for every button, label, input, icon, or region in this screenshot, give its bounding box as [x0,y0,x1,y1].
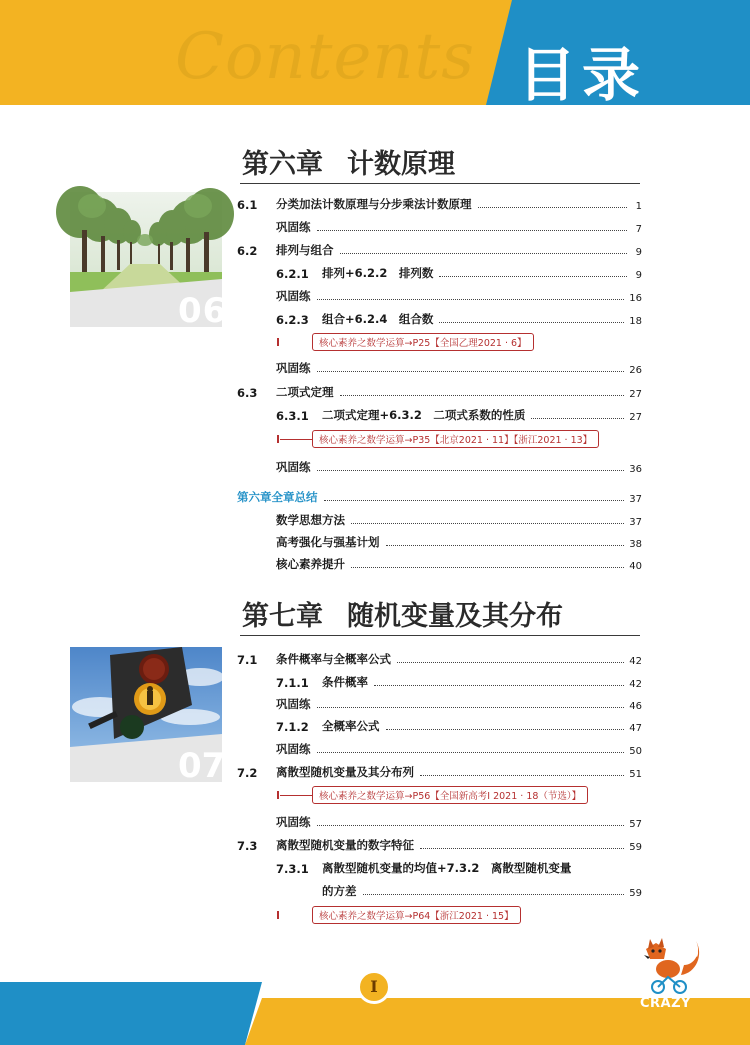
entry-title: 排列与组合 [276,243,334,257]
entry-title: 巩固练 [276,289,311,303]
toc-entry[interactable] [237,856,642,876]
entry-title: 二项式定理 [276,385,334,399]
chapter-6-number: 第六章 [242,149,323,180]
toc-entry[interactable] [237,552,642,572]
leader-dots [439,276,627,277]
chapter-7-heading [242,594,563,633]
entry-title: 核心素养提升 [276,557,345,571]
leader-dots [317,825,625,826]
leader-dots [386,545,625,546]
entry-number: 7.3 [237,839,258,853]
entry-page: 37 [629,517,642,528]
leader-dots [317,230,628,231]
core-literacy-box[interactable]: 核心素养之数学运算→P56【全国新高考Ⅰ 2021 · 18（节选）】 [312,786,588,804]
toc-entry[interactable] [237,403,642,423]
entry-number: 7.1.2 [276,720,309,734]
core-literacy-box[interactable]: 核心素养之数学运算→P64【浙江2021 · 15】 [312,906,521,924]
leader-dots [374,685,624,686]
entry-page: 9 [635,270,642,281]
entry-page: 18 [629,316,642,327]
entry-number: 7.3.1 [276,862,309,876]
chapter-7-rule [240,635,640,636]
leader-dots [531,418,624,419]
chapter-6-title: 计数原理 [347,149,455,180]
leader-dots [386,729,625,730]
entry-page: 57 [629,819,642,830]
core-marker [277,435,279,443]
entry-title: 二项式定理+6.3.2 二项式系数的性质 [322,408,526,422]
entry-title: 离散型随机变量的均值+7.3.2 离散型随机变量 [322,861,572,875]
leader-dots [317,299,625,300]
leader-dots [351,523,624,524]
tree-avenue-picture [70,192,228,331]
toc-entry[interactable] [237,714,642,734]
entry-number: 6.2.3 [276,313,309,327]
entry-page: 59 [629,842,642,853]
toc-entry[interactable] [237,670,642,690]
toc-entry[interactable] [237,508,642,528]
entry-title: 巩固练 [276,220,311,234]
entry-page: 1 [635,201,642,212]
toc-entry[interactable] [237,530,642,550]
entry-number: 6.3.1 [276,409,309,423]
toc-entry[interactable] [237,284,642,304]
leader-dots [478,207,628,208]
leader-dots [420,848,624,849]
entry-page: 37 [629,494,642,505]
toc-entry[interactable] [237,833,642,853]
entry-page: 9 [635,247,642,258]
entry-page: 27 [629,412,642,423]
entry-title: 排列+6.2.2 排列数 [322,266,434,280]
entry-title: 条件概率 [322,675,368,689]
core-marker [277,911,279,919]
entry-page: 36 [629,464,642,475]
core-marker [277,338,279,346]
chapter-6-heading [242,142,455,181]
core-connector [280,795,312,796]
entry-number: 6.2.1 [276,267,309,281]
entry-page: 42 [629,679,642,690]
core-literacy-box[interactable]: 核心素养之数学运算→P25【全国乙理2021 · 6】 [312,333,534,351]
leader-dots [420,775,624,776]
entry-title: 分类加法计数原理与分步乘法计数原理 [276,197,472,211]
toc-entry[interactable] [237,455,642,475]
core-connector [280,439,312,440]
toc-entry[interactable] [237,192,642,212]
entry-page: 47 [629,723,642,734]
leader-dots [340,395,625,396]
toc-entry-summary[interactable] [237,485,642,505]
entry-page: 42 [629,656,642,667]
entry-number: 6.1 [237,198,258,212]
core-marker [277,791,279,799]
chapter-7-badge: 07 [178,746,226,786]
leader-dots [351,567,624,568]
entry-title: 巩固练 [276,697,311,711]
toc-entry[interactable] [237,647,642,667]
entry-number: 6.3 [237,386,258,400]
toc-entry[interactable] [237,356,642,376]
entry-page: 7 [635,224,642,235]
leader-dots [340,253,628,254]
entry-title: 离散型随机变量的数字特征 [276,838,414,852]
toc-entry[interactable] [237,215,642,235]
fox-mascot-icon [636,935,706,995]
entry-title: 条件概率与全概率公式 [276,652,391,666]
traffic-light-picture [70,647,226,786]
page-title: 目录 [518,41,647,109]
chapter-6-image [70,192,228,331]
leader-dots [317,752,625,753]
entry-title: 巩固练 [276,815,311,829]
contents-watermark: Contents [175,20,476,94]
entry-page: 50 [629,746,642,757]
leader-dots [397,662,624,663]
leader-dots [317,470,625,471]
entry-title: 巩固练 [276,742,311,756]
entry-title: 的方差 [322,884,357,898]
toc-entry[interactable] [237,692,642,712]
entry-page: 59 [629,888,642,899]
toc-entry[interactable] [237,307,642,327]
entry-title: 第六章全章总结 [237,490,318,504]
entry-number: 7.2 [237,766,258,780]
entry-page: 26 [629,365,642,376]
toc-entry[interactable] [237,380,642,400]
entry-title: 数学思想方法 [276,513,345,527]
entry-title: 离散型随机变量及其分布列 [276,765,414,779]
entry-title: 组合+6.2.4 组合数 [322,312,434,326]
entry-page: 40 [629,561,642,572]
entry-number: 6.2 [237,244,258,258]
leader-dots [439,322,624,323]
page-number: I [357,970,391,1004]
toc-entry[interactable] [237,879,642,899]
entry-page: 51 [629,769,642,780]
leader-dots [324,500,625,501]
toc-entry[interactable] [237,760,642,780]
leader-dots [363,894,625,895]
leader-dots [317,707,625,708]
toc-entry[interactable] [237,261,642,281]
entry-number: 7.1 [237,653,258,667]
entry-title: 全概率公式 [322,719,380,733]
chapter-7-number: 第七章 [242,601,323,632]
mascot-label: CRAZY [640,996,691,1011]
core-literacy-box[interactable]: 核心素养之数学运算→P35【北京2021 · 11】【浙江2021 · 13】 [312,430,599,448]
chapter-7-image [70,647,226,786]
toc-entry[interactable] [237,737,642,757]
chapter-7-title: 随机变量及其分布 [347,601,563,632]
toc-entry[interactable] [237,810,642,830]
toc-entry[interactable] [237,238,642,258]
leader-dots [317,371,625,372]
chapter-6-badge: 06 [178,291,228,331]
entry-title: 巩固练 [276,460,311,474]
entry-page: 27 [629,389,642,400]
entry-title: 巩固练 [276,361,311,375]
entry-page: 16 [629,293,642,304]
entry-title: 高考强化与强基计划 [276,535,380,549]
chapter-6-rule [240,183,640,184]
entry-number: 7.1.1 [276,676,309,690]
entry-page: 46 [629,701,642,712]
entry-page: 38 [629,539,642,550]
